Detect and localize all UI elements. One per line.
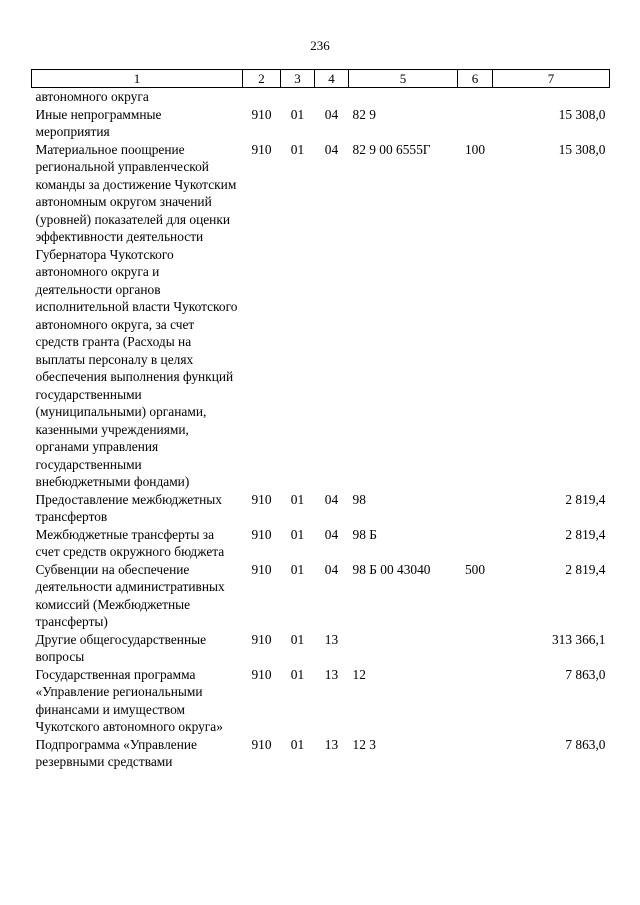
budget-table <box>31 69 610 771</box>
row-amount: 15 308,0 <box>558 106 606 122</box>
page-number: 236 <box>310 38 330 53</box>
row-section: 01 <box>290 561 305 577</box>
row-expense-type <box>458 666 493 736</box>
row-name: Материальное поощрение региональной управленческой команды за достижение Чукотским автономным округом значений (уровней) показателей для оценки эффективности деятельности Губернатора Чукотского автономного округа и деятельности органов исполнительной власти Чукотского автономного округа, за счет средств гранта (Расходы на выплаты персоналу в целях обеспечения выполнения функций государственными (муниципальными) органами, казенными учреждениями, органами управления государственными внебюджетными фондами) <box>35 141 238 489</box>
row-admin-code: 910 <box>251 631 272 647</box>
column-header: 2 <box>243 70 281 88</box>
row-subsection: 04 <box>324 491 339 507</box>
row-expense-type: 100 <box>464 141 486 157</box>
column-header: 4 <box>315 70 349 88</box>
row-admin-code: 910 <box>251 526 272 542</box>
row-target-code: 12 3 <box>352 736 376 752</box>
row-subsection: 13 <box>324 631 339 647</box>
row-name: Межбюджетные трансферты за счет средств окружного бюджета <box>35 526 225 559</box>
table-row <box>32 526 610 561</box>
row-name: Государственная программа «Управление региональными финансами и имуществом Чукотского автономного округа» <box>35 666 223 734</box>
row-amount: 2 819,4 <box>565 491 606 507</box>
row-name: Субвенции на обеспечение деятельности административных комиссий (Межбюджетные трансферты) <box>35 561 225 629</box>
column-header: 7 <box>493 70 610 88</box>
row-section: 01 <box>290 736 305 752</box>
row-subsection <box>315 88 349 106</box>
row-admin-code: 910 <box>251 561 272 577</box>
row-target-code: 82 9 00 6555Г <box>352 141 431 157</box>
row-admin-code: 910 <box>251 106 272 122</box>
row-expense-type: 500 <box>464 561 486 577</box>
row-admin-code: 910 <box>251 141 272 157</box>
row-name: Подпрограмма «Управление резервными средствами <box>35 736 197 769</box>
row-target-code <box>349 88 458 106</box>
row-subsection: 04 <box>324 561 339 577</box>
row-name: Иные непрограммные мероприятия <box>35 106 162 139</box>
row-amount: 313 366,1 <box>551 631 606 647</box>
table-row <box>32 736 610 771</box>
table-header-row <box>32 70 610 88</box>
row-amount <box>493 88 610 106</box>
row-admin-code: 910 <box>251 491 272 507</box>
row-amount: 15 308,0 <box>558 141 606 157</box>
column-header: 1 <box>32 70 243 88</box>
table-row <box>32 666 610 736</box>
row-subsection: 04 <box>324 526 339 542</box>
row-expense-type <box>458 631 493 666</box>
row-target-code: 98 <box>352 491 366 507</box>
table-row <box>32 106 610 141</box>
row-target-code: 98 Б <box>352 526 377 542</box>
row-expense-type <box>458 491 493 526</box>
row-amount: 2 819,4 <box>565 561 606 577</box>
row-admin-code: 910 <box>251 666 272 682</box>
row-subsection: 13 <box>324 736 339 752</box>
row-section: 01 <box>290 666 305 682</box>
row-subsection: 04 <box>324 141 339 157</box>
row-target-code: 98 Б 00 43040 <box>352 561 431 577</box>
row-section: 01 <box>290 526 305 542</box>
row-amount: 2 819,4 <box>565 526 606 542</box>
row-expense-type <box>458 106 493 141</box>
row-name: автономного округа <box>35 89 149 104</box>
row-amount: 7 863,0 <box>565 736 606 752</box>
row-section: 01 <box>290 141 305 157</box>
table-row <box>32 631 610 666</box>
row-section: 01 <box>290 631 305 647</box>
table-row <box>32 88 610 106</box>
row-target-code: 82 9 <box>352 106 376 122</box>
row-expense-type <box>458 526 493 561</box>
row-name: Предоставление межбюджетных трансфертов <box>35 491 222 524</box>
row-section: 01 <box>290 106 305 122</box>
row-amount: 7 863,0 <box>565 666 606 682</box>
table-body <box>32 88 610 771</box>
row-target-code <box>349 631 458 666</box>
row-admin-code: 910 <box>251 736 272 752</box>
table-row <box>32 561 610 631</box>
row-subsection: 04 <box>324 106 339 122</box>
row-name: Другие общегосударственные вопросы <box>35 631 207 664</box>
table-row <box>32 141 610 491</box>
row-expense-type <box>458 88 493 106</box>
row-section <box>281 88 315 106</box>
row-admin-code <box>243 88 281 106</box>
table-row <box>32 491 610 526</box>
row-target-code: 12 <box>352 666 366 682</box>
column-header: 5 <box>349 70 458 88</box>
column-header: 6 <box>458 70 493 88</box>
row-expense-type <box>458 736 493 771</box>
row-section: 01 <box>290 491 305 507</box>
row-subsection: 13 <box>324 666 339 682</box>
column-header: 3 <box>281 70 315 88</box>
